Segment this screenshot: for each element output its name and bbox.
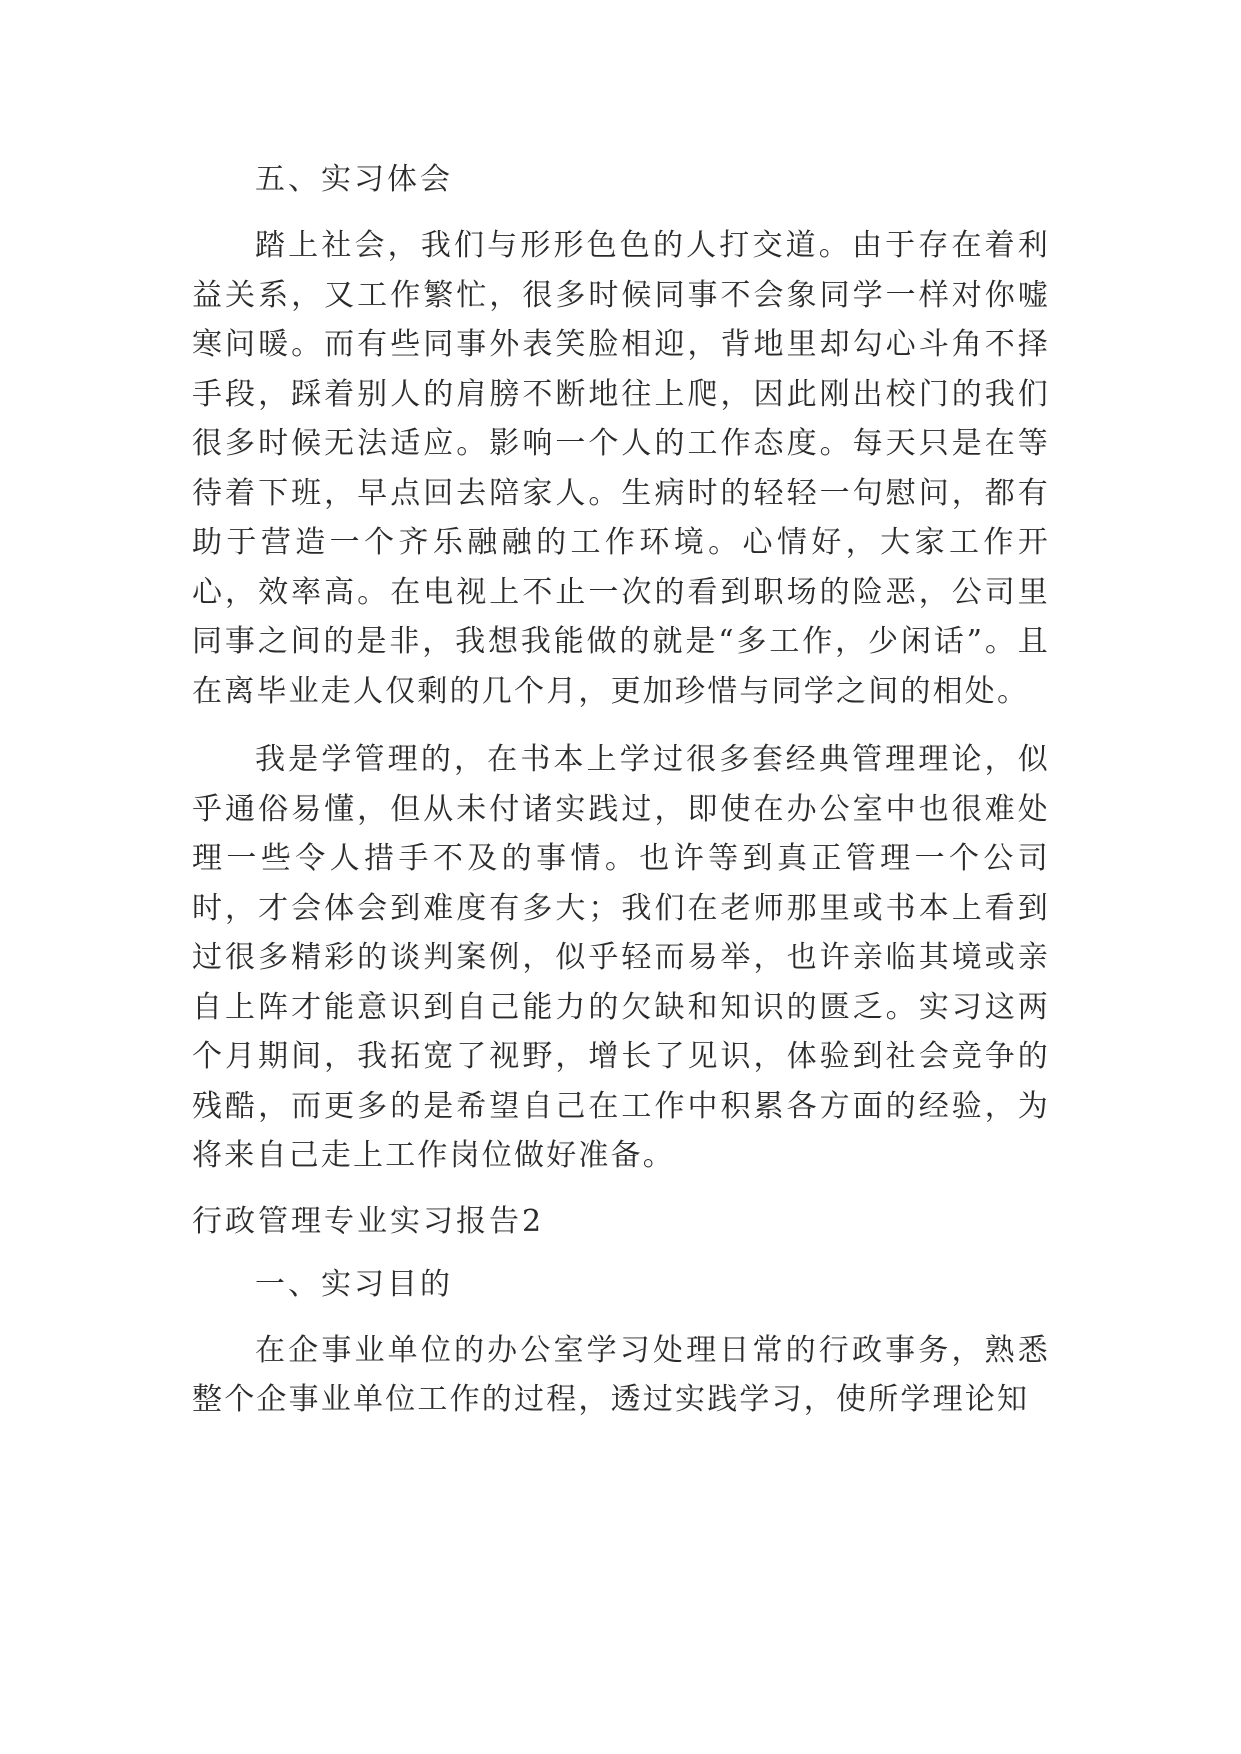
paragraph-2: 我是学管理的，在书本上学过很多套经典管理理论，似乎通俗易懂，但从未付诸实践过，即使在办公室中也很难处理一些令人措手不及的事情。也许等到真正管理一个公司时，才会体会到难度有多大；我们在老师那里或书本上看到过很多精彩的谈判案例，似乎轻而易举，也许亲临其境或亲自上阵才能意识到自己能力的欠缺和知识的匮乏。实习这两个月期间，我拓宽了视野，增长了见识，体验到社会竞争的残酷，而更多的是希望自己在工作中积累各方面的经验，为将来自己走上工作岗位做好准备。 <box>192 742 1050 1173</box>
paragraph-3: 在企事业单位的办公室学习处理日常的行政事务，熟悉整个企事业单位工作的过程，透过实践学习，使所学理论知 <box>192 1332 1050 1417</box>
section-heading-5: 五、实习体会 <box>255 162 453 197</box>
paragraph-1: 踏上社会，我们与形形色色的人打交道。由于存在着利益关系，又工作繁忙，很多时候同事不会象同学一样对你嘘寒问暖。而有些同事外表笑脸相迎，背地里却勾心斗角不择手段，踩着别人的肩膀不断地往上爬，因此刚出校门的我们很多时候无法适应。影响一个人的工作态度。每天只是在等待着下班，早点回去陪家人。生病时的轻轻一句慰问，都有助于营造一个齐乐融融的工作环境。心情好，大家工作开心，效率高。在电视上不止一次的看到职场的险恶，公司里同事之间的是非，我想我能做的就是“多工作，少闲话”。且在离毕业走人仅剩的几个月，更加珍惜与同学之间的相处。 <box>192 228 1050 709</box>
section-heading-1: 一、实习目的 <box>255 1266 453 1302</box>
report-title: 行政管理专业实习报告2 <box>192 1203 545 1239</box>
document-body <box>192 158 1050 1444</box>
